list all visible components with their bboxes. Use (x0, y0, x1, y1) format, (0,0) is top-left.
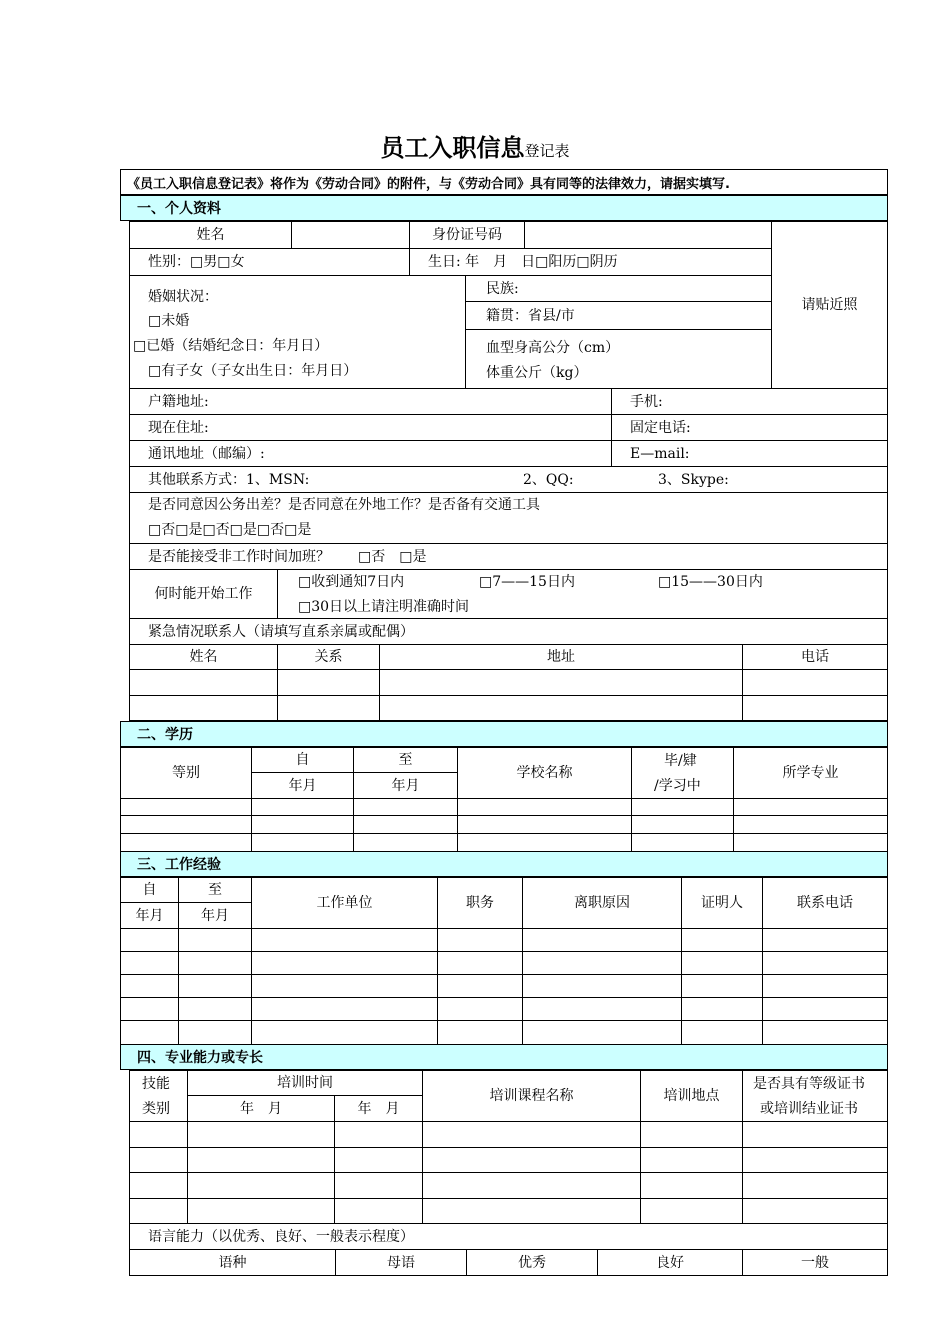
id-label: 身份证号码 (409, 221, 525, 249)
edu-cell[interactable] (353, 833, 458, 852)
skill-cell[interactable] (422, 1198, 641, 1224)
skill-type-line1: 技能 (142, 1076, 170, 1092)
section-education-header: 二、学历 (120, 721, 888, 747)
work-cell[interactable] (762, 974, 888, 998)
work-cell[interactable] (437, 997, 523, 1021)
mobile-field[interactable]: 手机: (611, 388, 888, 415)
work-cell[interactable] (251, 951, 438, 975)
skill-header-time: 培训时间 (187, 1070, 423, 1096)
work-header-from: 自 (120, 877, 179, 903)
emergency-cell[interactable] (742, 669, 888, 696)
skill-cell[interactable] (129, 1147, 188, 1173)
work-cell[interactable] (762, 997, 888, 1021)
marital-status-block (129, 275, 466, 389)
name-field[interactable] (291, 221, 410, 249)
skill-cell[interactable] (187, 1147, 335, 1173)
emergency-header-relation: 关系 (277, 644, 380, 670)
work-cell[interactable] (681, 928, 763, 952)
edu-header-major: 所学专业 (733, 747, 888, 799)
language-title: 语言能力（以优秀、良好、一般表示程度） (129, 1223, 888, 1250)
edu-cell[interactable] (251, 815, 354, 834)
edu-status-line2: /学习中 (654, 778, 701, 794)
skill-cell[interactable] (640, 1198, 743, 1224)
work-cell[interactable] (522, 974, 682, 998)
work-cell[interactable] (522, 951, 682, 975)
emergency-cell[interactable] (129, 695, 278, 721)
start-option-30plus[interactable]: □30日以上请注明准确时间 (298, 599, 470, 615)
work-cell[interactable] (762, 951, 888, 975)
edu-header-school: 学校名称 (457, 747, 632, 799)
edu-header-from-ym: 年月 (251, 772, 354, 799)
mailing-address-field[interactable]: 通讯地址（邮编）: (129, 440, 612, 467)
skill-cell[interactable] (640, 1147, 743, 1173)
language-header-average: 一般 (742, 1249, 888, 1276)
edu-status-line1: 毕/肄 (664, 753, 697, 769)
work-cell[interactable] (178, 997, 252, 1021)
emergency-cell[interactable] (379, 695, 743, 721)
work-cell[interactable] (120, 974, 179, 998)
skill-header-course: 培训课程名称 (422, 1070, 641, 1122)
marital-single-option[interactable]: □未婚 (148, 313, 190, 329)
emergency-cell[interactable] (379, 669, 743, 696)
skill-header-type (129, 1070, 188, 1122)
blood-height-label: 血型身高公分（cm） (486, 340, 620, 356)
language-header-type: 语种 (129, 1249, 336, 1276)
skill-cell[interactable] (129, 1172, 188, 1199)
work-cell[interactable] (437, 974, 523, 998)
emergency-header-phone: 电话 (742, 644, 888, 670)
work-cell[interactable] (762, 1020, 888, 1045)
edu-cell[interactable] (353, 798, 458, 816)
skype-label: 3、Skype: (658, 472, 729, 488)
edu-cell[interactable] (631, 798, 734, 816)
work-cell[interactable] (251, 1020, 438, 1045)
section-personal-header: 一、个人资料 (120, 195, 888, 221)
skill-cell[interactable] (422, 1147, 641, 1173)
skill-cell[interactable] (187, 1198, 335, 1224)
work-header-to-ym: 年月 (178, 902, 252, 929)
native-place-field[interactable]: 籍贯：省县/市 (465, 301, 772, 330)
work-cell[interactable] (120, 928, 179, 952)
skill-cell[interactable] (742, 1172, 888, 1199)
skill-header-time-start: 年 月 (187, 1095, 335, 1122)
work-cell[interactable] (251, 974, 438, 998)
edu-cell[interactable] (251, 833, 354, 852)
work-header-phone: 联系电话 (762, 877, 888, 929)
emergency-header-address: 地址 (379, 644, 743, 670)
emergency-cell[interactable] (277, 695, 380, 721)
start-work-options (277, 569, 888, 619)
skill-cell[interactable] (742, 1147, 888, 1173)
work-header-witness: 证明人 (681, 877, 763, 929)
emergency-cell[interactable] (742, 695, 888, 721)
other-contact-row[interactable] (129, 466, 888, 493)
work-cell[interactable] (522, 997, 682, 1021)
skill-cell[interactable] (640, 1172, 743, 1199)
edu-cell[interactable] (457, 833, 632, 852)
work-cell[interactable] (120, 951, 179, 975)
section-skills-header: 四、专业能力或专长 (120, 1044, 888, 1070)
language-header-native: 母语 (335, 1249, 467, 1276)
edu-header-status (631, 747, 734, 799)
skill-cell[interactable] (422, 1172, 641, 1199)
work-header-reason: 离职原因 (522, 877, 682, 929)
work-cell[interactable] (251, 928, 438, 952)
skill-type-line2: 类别 (142, 1101, 170, 1117)
emergency-cell[interactable] (129, 669, 278, 696)
work-cell[interactable] (681, 997, 763, 1021)
work-cell[interactable] (178, 951, 252, 975)
work-cell[interactable] (251, 997, 438, 1021)
work-cell[interactable] (437, 928, 523, 952)
edu-cell[interactable] (733, 815, 888, 834)
skill-cell[interactable] (640, 1121, 743, 1148)
work-cell[interactable] (178, 1020, 252, 1045)
travel-question-block (129, 492, 888, 544)
skill-cert-line2: 或培训结业证书 (760, 1101, 858, 1117)
marital-children-option[interactable]: □有子女（子女出生日：年月日） (148, 363, 358, 379)
email-field[interactable]: E—mail: (611, 440, 888, 467)
skill-cell[interactable] (334, 1147, 423, 1173)
skill-header-time-end: 年 月 (334, 1095, 423, 1122)
skill-cell[interactable] (129, 1198, 188, 1224)
section-work-header: 三、工作经验 (120, 851, 888, 877)
skill-cert-line1: 是否具有等级证书 (753, 1076, 865, 1092)
travel-question: 是否同意因公务出差？是否同意在外地工作？是否备有交通工具 (148, 497, 540, 513)
form-notice: 《员工入职信息登记表》将作为《劳动合同》的附件，与《劳动合同》具有同等的法律效力，请据实填写. (120, 169, 888, 195)
work-cell[interactable] (178, 928, 252, 952)
edu-header-to: 至 (353, 747, 458, 773)
edu-cell[interactable] (457, 815, 632, 834)
name-label: 姓名 (129, 221, 292, 249)
work-cell[interactable] (120, 1020, 179, 1045)
marital-title: 婚姻状况： (148, 289, 218, 305)
emergency-header-name: 姓名 (129, 644, 278, 670)
current-address-field[interactable]: 现在住址: (129, 414, 612, 441)
skill-cell[interactable] (129, 1121, 188, 1148)
work-header-from-ym: 年月 (120, 902, 179, 929)
start-option-7days[interactable]: □收到通知7日内 (298, 574, 405, 590)
skill-cell[interactable] (334, 1198, 423, 1224)
start-work-label: 何时能开始工作 (129, 569, 278, 619)
edu-header-to-ym: 年月 (353, 772, 458, 799)
emergency-cell[interactable] (277, 669, 380, 696)
skill-header-certificate (742, 1070, 888, 1122)
edu-cell[interactable] (353, 815, 458, 834)
work-cell[interactable] (681, 1020, 763, 1045)
emergency-contact-title: 紧急情况联系人（请填写直系亲属或配偶） (129, 618, 888, 645)
skill-cell[interactable] (187, 1172, 335, 1199)
skill-cell[interactable] (187, 1121, 335, 1148)
edu-cell[interactable] (631, 815, 734, 834)
skill-cell[interactable] (742, 1198, 888, 1224)
start-option-7-15days[interactable]: □7——15日内 (479, 574, 575, 590)
ethnicity-field[interactable]: 民族: (465, 275, 772, 302)
skill-cell[interactable] (334, 1172, 423, 1199)
form-title-suffix: 登记表 (524, 142, 570, 160)
language-header-excellent: 优秀 (466, 1249, 598, 1276)
id-field[interactable] (524, 221, 772, 249)
edu-cell[interactable] (631, 833, 734, 852)
landline-field[interactable]: 固定电话: (611, 414, 888, 441)
edu-cell[interactable] (251, 798, 354, 816)
edu-cell[interactable] (120, 833, 252, 852)
msn-label: 其他联系方式：1、MSN: (148, 472, 310, 488)
skill-cell[interactable] (742, 1121, 888, 1148)
work-cell[interactable] (681, 951, 763, 975)
form-title-main: 员工入职信息 (380, 134, 525, 162)
skill-header-place: 培训地点 (640, 1070, 743, 1122)
gender-field[interactable]: 性别：□男□女 (129, 248, 410, 276)
edu-cell[interactable] (733, 833, 888, 852)
work-cell[interactable] (437, 1020, 523, 1045)
skill-cell[interactable] (334, 1121, 423, 1148)
birthday-field[interactable]: 生日: 年 月 日□阳历□阴历 (409, 248, 772, 276)
edu-cell[interactable] (120, 815, 252, 834)
work-cell[interactable] (178, 974, 252, 998)
edu-cell[interactable] (457, 798, 632, 816)
edu-cell[interactable] (120, 798, 252, 816)
photo-box[interactable]: 请贴近照 (771, 221, 888, 389)
language-header-good: 良好 (597, 1249, 743, 1276)
work-cell[interactable] (120, 997, 179, 1021)
marital-married-option[interactable]: □已婚（结婚纪念日：年月日） (133, 338, 329, 354)
skill-cell[interactable] (422, 1121, 641, 1148)
qq-label: 2、QQ: (523, 472, 574, 488)
travel-answer-options[interactable]: □否□是□否□是□否□是 (148, 522, 312, 538)
work-header-position: 职务 (437, 877, 523, 929)
hukou-address-field[interactable]: 户籍地址: (129, 388, 612, 415)
edu-cell[interactable] (733, 798, 888, 816)
work-header-company: 工作单位 (251, 877, 438, 929)
work-cell[interactable] (522, 1020, 682, 1045)
edu-header-from: 自 (251, 747, 354, 773)
overtime-question[interactable]: 是否能接受非工作时间加班？ □否 □是 (129, 543, 888, 570)
work-cell[interactable] (762, 928, 888, 952)
work-cell[interactable] (437, 951, 523, 975)
work-cell[interactable] (522, 928, 682, 952)
work-header-to: 至 (178, 877, 252, 903)
edu-header-level: 等别 (120, 747, 252, 799)
body-info-block[interactable] (465, 329, 772, 389)
weight-label: 体重公斤（kg） (486, 365, 588, 381)
start-option-15-30days[interactable]: □15——30日内 (658, 574, 763, 590)
work-cell[interactable] (681, 974, 763, 998)
